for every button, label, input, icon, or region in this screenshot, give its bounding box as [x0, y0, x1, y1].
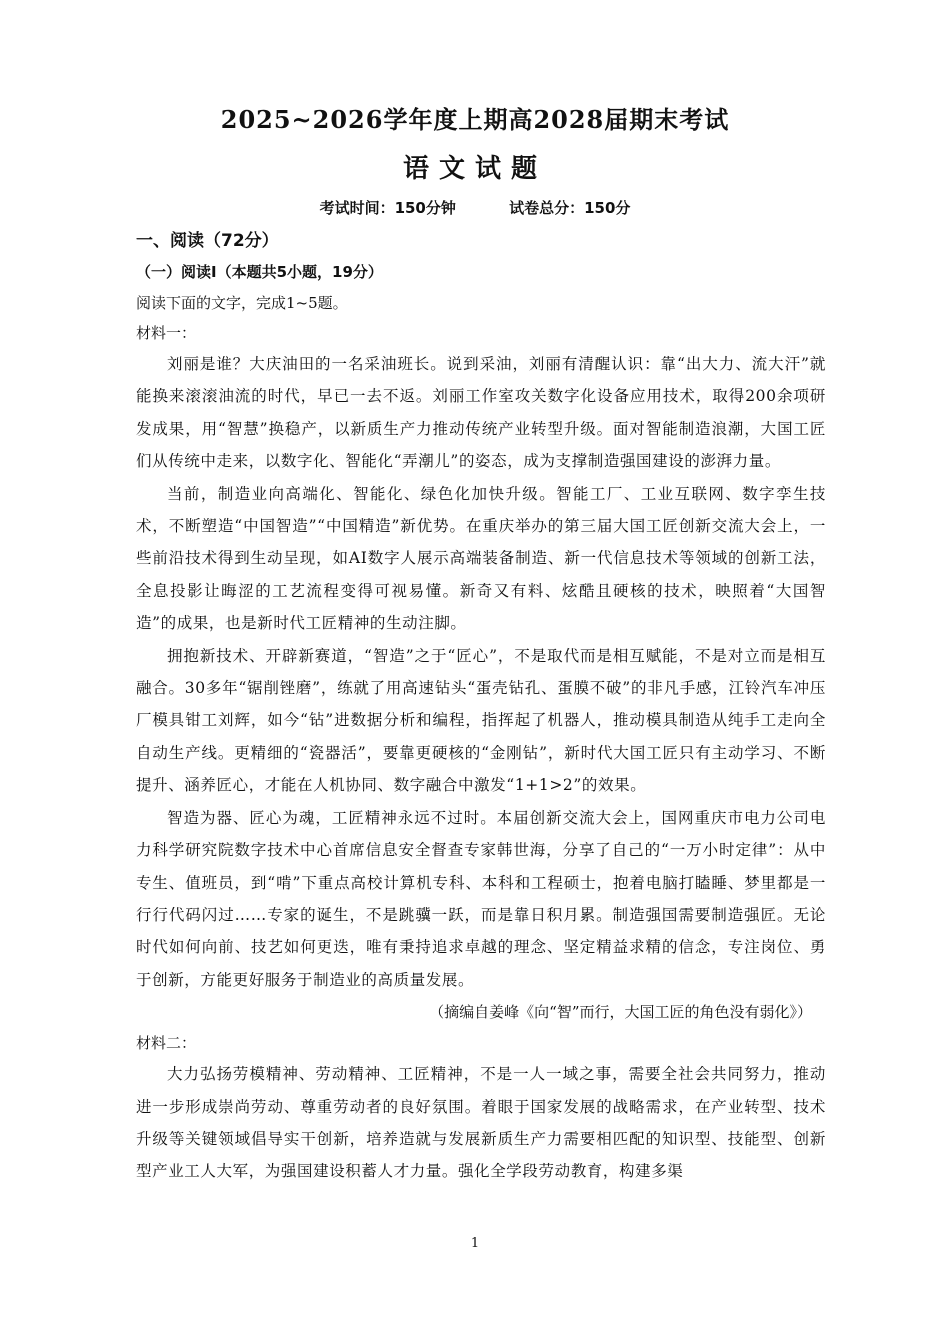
- exam-meta: [0, 197, 950, 218]
- subsection-heading: （一）阅读Ⅰ（本题共5小题，19分）: [136, 263, 383, 281]
- material2-label: 材料二：: [136, 1034, 197, 1053]
- material1-paragraph: 拥抱新技术、开辟新赛道，“智造”之于“匠心”，不是取代而是相互赋能，不是对立而是相互融合。30多年“锯削锉磨”，练就了用高速钻头“蛋壳钻孔、蛋膜不破”的非凡手感，江铃汽车冲压厂模具钳工刘辉，如今“钻”进数据分析和编程，指挥起了机器人，推动模具制造从纯手工走向全自动生产线。更精细的“瓷器活”，要靠更硬核的“金刚钻”，新时代大国工匠只有主动学习、不断提升、涵养匠心，才能在人机协同、数字融合中激发“1+1>2”的效果。: [136, 646, 826, 795]
- section-heading: 一、阅读（72分）: [136, 231, 279, 251]
- exam-time: 考试时间：150分钟: [319, 199, 456, 217]
- material1-source: （摘编自姜峰《向“智”而行，大国工匠的角色没有弱化》）: [429, 1003, 812, 1022]
- total-score: 试卷总分：150分: [509, 199, 631, 217]
- material1-paragraph: 刘丽是谁？大庆油田的一名采油班长。说到采油，刘丽有清醒认识：靠“出大力、流大汗”就能换来滚滚油流的时代，早已一去不返。刘丽工作室攻关数字化设备应用技术，取得200余项研发成果，用“智慧”换稳产，以新质生产力推动传统产业转型升级。面对智能制造浪潮，大国工匠们从传统中走来，以数字化、智能化“弄潮儿”的姿态，成为支撑制造强国建设的澎湃力量。: [136, 355, 826, 471]
- reading-instruction: 阅读下面的文字，完成1~5题。: [136, 294, 348, 312]
- exam-title: 2025~2026学年度上期高2028届期末考试: [220, 105, 730, 134]
- material1-paragraph: 当前，制造业向高端化、智能化、绿色化加快升级。智能工厂、工业互联网、数字孪生技术，不断塑造“中国智造”“中国精造”新优势。在重庆举办的第三届大国工匠创新交流大会上，一些前沿技术得到生动呈现，如AI数字人展示高端装备制造、新一代信息技术等领域的创新工法，全息投影让晦涩的工艺流程变得可视易懂。新奇又有料、炫酷且硬核的技术，映照着“大国智造”的成果，也是新时代工匠精神的生动注脚。: [136, 484, 826, 633]
- material2-paragraph: 大力弘扬劳模精神、劳动精神、工匠精神，不是一人一域之事，需要全社会共同努力，推动进一步形成崇尚劳动、尊重劳动者的良好氛围。着眼于国家发展的战略需求，在产业转型、技术升级等关键领域倡导实干创新，培养造就与发展新质生产力需要相匹配的知识型、技能型、创新型产业工人大军，为强国建设积蓄人才力量。强化全学段劳动教育，构建多渠: [136, 1065, 826, 1181]
- exam-content: [136, 226, 826, 1188]
- material1-paragraph: 智造为器、匠心为魂，工匠精神永远不过时。本届创新交流大会上，国网重庆市电力公司电力科学研究院数字技术中心首席信息安全督查专家韩世海，分享了自己的“一万小时定律”：从中专生、值班员，到“啃”下重点高校计算机专科、本科和工程硕士，抱着电脑打瞌睡、梦里都是一行行代码闪过……专家的诞生，不是跳骥一跃，而是靠日积月累。制造强国需要制造强匠。无论时代如何向前、技艺如何更迭，唯有秉持追求卓越的理念、坚定精益求精的信念，专注岗位、勇于创新，方能更好服务于制造业的高质量发展。: [136, 808, 826, 989]
- subject-title: 语文试题: [402, 154, 547, 184]
- material1-label: 材料一：: [136, 324, 197, 342]
- page-number: 1: [470, 1236, 480, 1251]
